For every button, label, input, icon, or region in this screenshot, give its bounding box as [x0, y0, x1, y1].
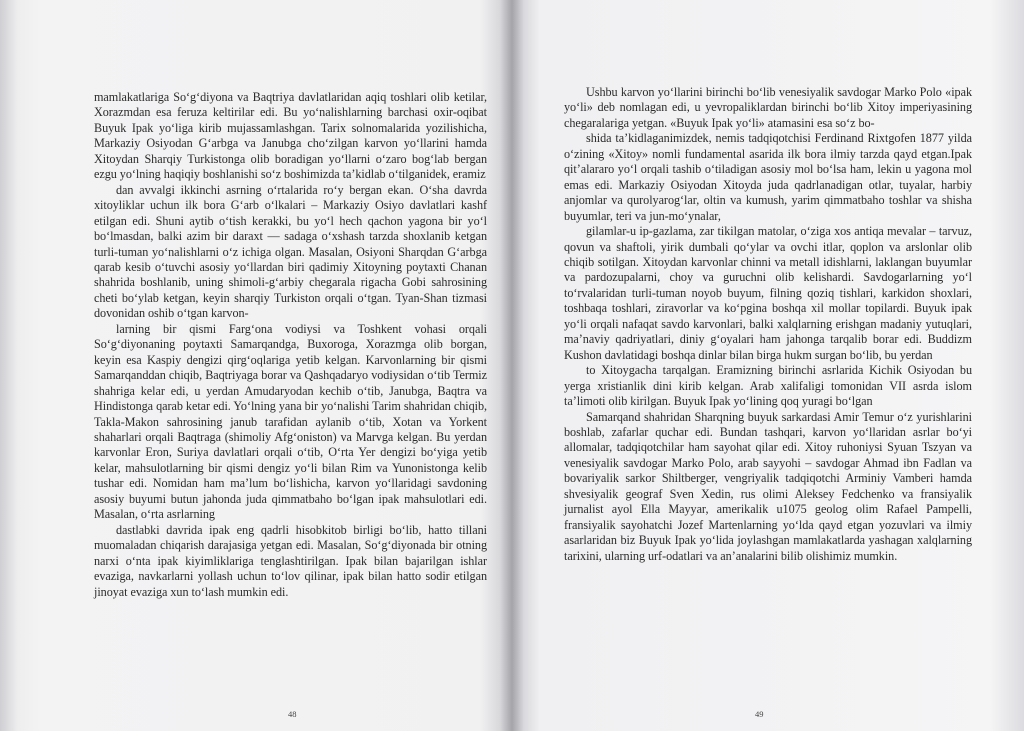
paragraph: shida ta’kidlaganimizdek, nemis tadqiqotchisi Ferdinand Rixtgofen 1877 yilda o‘zining «Xitoy» nomli fundamental asarida ilk bora ilmiy tarzda qayd etgan.Ipak qit’alararo yo‘l orqali tashib o‘tiladigan asosiy mol bo‘lsa ham, lekin u yagona mol emas edi. Markaziy Osiyodan Xitoyda juda qadrlanadigan otlar, tuyalar, harbiy anjomlar va qurolyarog‘lar, oltin va kumush, yarim qimmatbaho toshlar va shisha buyumlar, teri va jun-mo‘ynalar,	[564, 131, 972, 223]
paragraph: larning bir qismi Farg‘ona vodiysi va Toshkent vohasi orqali So‘g‘diyonaning poytaxti Samarqandga, Buxoroga, Xorazmga olib borgan, keyin esa Kaspiy dengizi qirg‘oqlariga yetib kelgan. Karvonlarning bir qismi Samarqanddan chiqib, Baqtriyaga borar va Qashqadaryo vodiysidan o‘tib Termiz shahriga kelar edi, u yerdan Amudaryodan kechib o‘tib, Janubga, Baqtra va Hindistonga qarab ketar edi. Yo‘lning yana bir yo‘nalishi Tarim shahridan chiqib, Takla-Makon sahrosining janub tarafidan aylanib o‘tib, Xotan va Yorkent shaharlari orqali Baqtraga (shimoliy Afg‘oniston) va Marvga kelgan. Bu yerdan karvonlar Eron, Suriya davlatlari orqali o‘tib, O‘rta Yer dengizi bo‘yiga yetib kelar, mahsulotlarning bir qismi dengiz yo‘li bilan Rim va Yunonistonga kelib tushar edi. Nomidan ham ma’lum bo‘lishicha, karvon yo‘llaridagi savdoning asosiy buyumi butun jahonda juda qimmatbaho bo‘lgan ipak mahsulotlari edi. Masalan, o‘rta asrlarning	[94, 321, 487, 522]
paragraph: Samarqand shahridan Sharqning buyuk sarkardasi Amir Temur o‘z yurishlarini boshlab, zafarlar quchar edi. Bundan tashqari, karvon yo‘llaridan asrlar bo‘yi allomalar, tadqiqotchilar ham sayohat qilar edi. Xitoy ruhoniysi Syuan Tszyan va venesiyalik savdogar Marko Polo, arab sayyohi – savdogar Ahmad ibn Fadlan va bovariyalik sarkor Shiltberger, vengriyalik tadqiqotchi Arminiy Vamberi hamda shvesiyalik geograf Sven Xedin, rus olimi Aleksey Fedchenko va fransiyalik jurnalist ayol Ella Mayyar, amerikalik u1075 geolog olim Rafael Pampelli, fransiyalik sayohatchi Jozef Martenlarning yo‘lda qayd etgan yozuvlari va ilmiy asarlaridan biz Buyuk Ipak yo‘lida joylashgan mamlakatlarda yashagan xalqlarning tarixini, ularning urf-odatlari va an’analarini bilib olishimiz mumkin.	[564, 409, 972, 563]
right-page-text	[564, 85, 972, 564]
paragraph: dan avvalgi ikkinchi asrning o‘rtalarida ro‘y bergan ekan. O‘sha davrda xitoyliklar uchun ilk bora G‘arb o‘lkalari – Markaziy Osiyo davlatlari kashf etilgan edi. Shuni aytib o‘tish kerakki, bu yo‘l hech qachon yagona bir yo‘l bo‘lmasdan, balki azim bir daraxt — sadaga o‘xshash tarzda shoxlanib ketgan turli-tuman yo‘nalishlarni o‘z ichiga olgan. Masalan, Osiyoni Sharqdan G‘arbga qarab kesib o‘tuvchi asosiy yo‘llardan biri qadimiy Xitoyning poytaxti Chanan shahrida boshlanib, uning shimoli-g‘arbiy chegarala rigacha Gobi sahrosining cheti bo‘ylab ketgan, keyin sharqiy Turkiston orqali o‘tgan. Tyan-Shan tizmasi dovonidan oshib o‘tgan karvon-	[94, 182, 487, 321]
paragraph: dastlabki davrida ipak eng qadrli hisobkitob birligi bo‘lib, hatto tillani muomaladan chiqarish darajasiga yetgan edi. Masalan, So‘g‘diyonada bir otning narxi o‘nta ipak kiyimliklariga tenglashtirilgan. Ipak bilan bajarilgan ishlar evaziga, navkarlarni yollash uchun to‘lov qilinar, ipak bilan hatto sodir etilgan jinoyat evaziga xun to‘lash mumkin edi.	[94, 522, 487, 599]
paragraph: gilamlar-u ip-gazlama, zar tikilgan matolar, o‘ziga xos antiqa mevalar – tarvuz, qovun va shaftoli, yirik dumbali qo‘ylar va ovchi itlar, qoplon va arslonlar olib chiqib sotilgan. Xitoydan karvonlar chinni va metall idishlarni, laklangan buyumlar va pardozupalarni, choy va guruchni olib kelishardi. Savdogarlarning yo‘l to‘rvalaridan turli-tuman noyob buyum, filning qoziq tishlari, karkidon shoxlari, toshbaqa toshlari, ziravorlar va ko‘pgina boshqa xil mollar topilardi. Buyuk ipak yo‘li orqali nafaqat savdo karvonlari, balki xalqlarning erishgan madaniy yutuqlari, ma’naviy qadriyatlari, diniy g‘oyalari ham jahonga tarqalib borar edi. Buddizm Kushon davlatidagi boshqa dinlar bilan birga hukm surgan bo‘lib, bu yerdan	[564, 224, 972, 362]
paragraph: mamlakatlariga So‘g‘diyona va Baqtriya davlatlaridan aqiq toshlari olib ketilar, Xorazmdan esa feruza keltirilar edi. Bu yo‘nalishlarning barchasi oxir-oqibat Buyuk Ipak yo‘liga kirib mujassamlashgan. Tarix solnomalarida yozilishicha, Markaziy Osiyodan G‘arbga va Janubga cho‘zilgan karvon yo‘llarini hamda Xitoydan Sharqiy Turkistonga olib boradigan yo‘llarni o‘zaro bog‘lab bergan ezgu yo‘lning haqiqiy boshlanishi so‘z boshimizda ta’kidlab o‘tilganidek, eramiz	[94, 90, 487, 182]
page-number-left: 48	[288, 709, 297, 719]
paragraph: to Xitoygacha tarqalgan. Eramizning birinchi asrlarida Kichik Osiyodan bu yerga xristianlik dini kirib kelgan. Arab xalifaligi tomonidan VII asrda islom ta’limoti olib kirilgan. Buyuk Ipak yo‘lining qoq yuragi bo‘lgan	[564, 363, 972, 409]
page-number-right: 49	[755, 709, 764, 719]
left-page-text	[94, 90, 487, 600]
paragraph: Ushbu karvon yo‘llarini birinchi bo‘lib venesiyalik savdogar Marko Polo «ipak yo‘li» deb nomlagan edi, u yevropaliklardan birinchi bo‘lib Xitoy imperiyasining chegaralariga yetgan. «Buyuk Ipak yo‘li» atamasini esa so‘z bo-	[564, 85, 972, 130]
right-page	[512, 0, 1024, 731]
